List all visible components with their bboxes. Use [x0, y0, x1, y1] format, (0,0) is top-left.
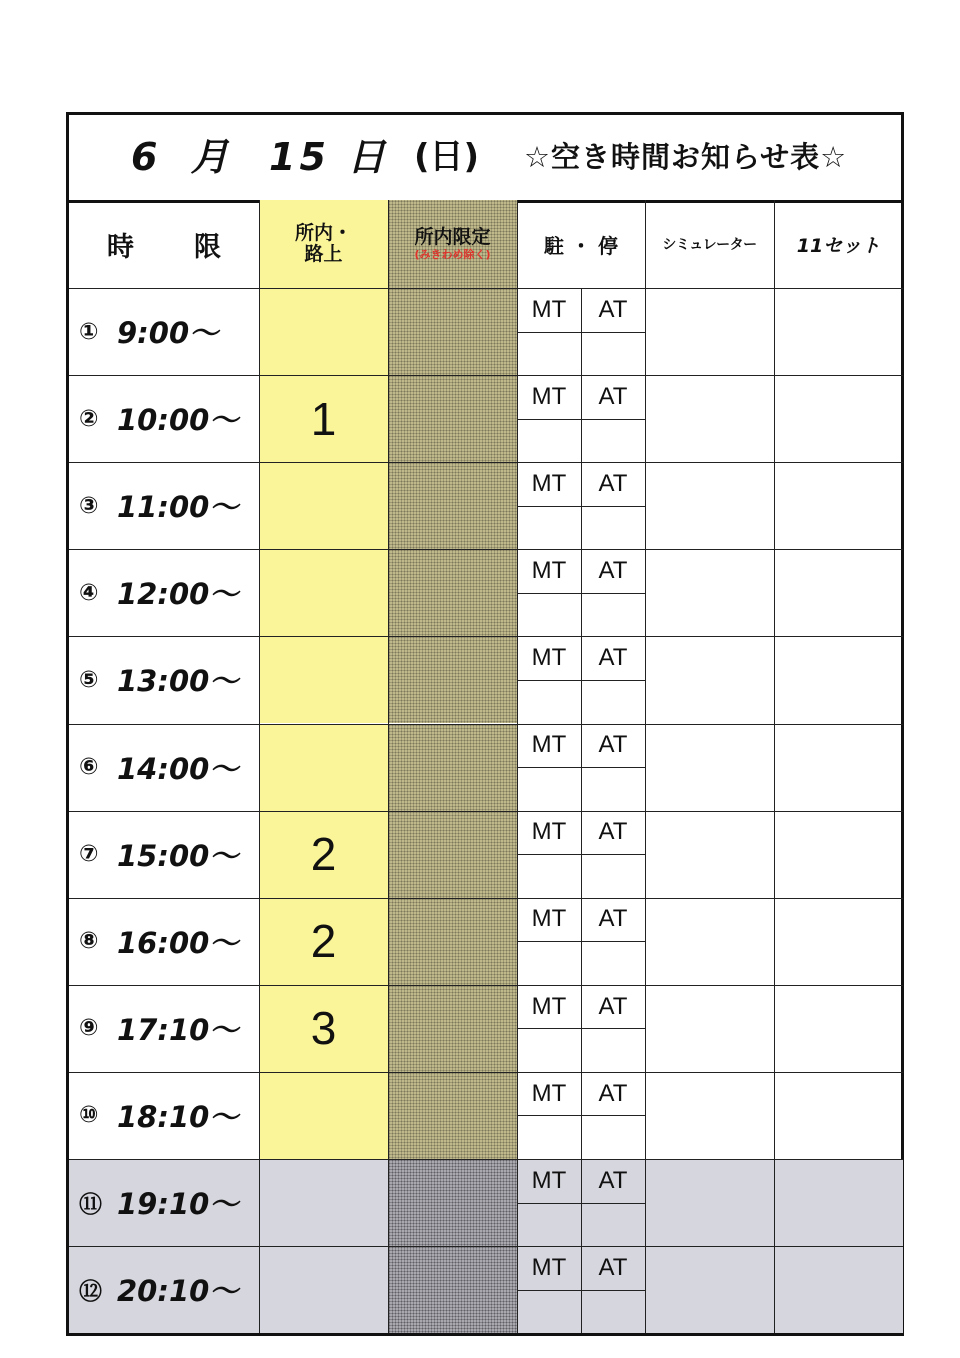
- onroad-availability: [259, 462, 388, 549]
- at-label: AT: [598, 295, 628, 323]
- header-period-gen: 限: [194, 231, 221, 263]
- mt-label: MT: [531, 992, 567, 1020]
- limited-availability: [388, 1072, 517, 1159]
- simulator-availability: [645, 898, 774, 985]
- period-time: 10:00〜: [117, 403, 239, 438]
- header-simulator: シミュレーター: [662, 237, 757, 253]
- row-divider: [69, 898, 903, 899]
- header-limited-label: 所内限定: [414, 226, 491, 248]
- mt-availability: [517, 1203, 581, 1247]
- column-divider: [774, 200, 775, 1333]
- mt-availability: [517, 332, 581, 376]
- period-label-cell: [69, 549, 259, 636]
- period-time: 20:10〜: [117, 1274, 239, 1309]
- at-availability: [581, 332, 645, 376]
- at-label: AT: [598, 731, 628, 759]
- at-availability: [581, 593, 645, 637]
- at-availability: [581, 1028, 645, 1072]
- period-label-cell: [69, 288, 259, 375]
- mt-availability: [517, 1290, 581, 1334]
- period-number: ⑦: [79, 841, 99, 868]
- row-divider: [69, 1072, 903, 1073]
- column-divider: [388, 200, 389, 1333]
- header-onroad-line1: 所内・: [294, 222, 352, 244]
- period-number: ③: [79, 492, 99, 519]
- mt-label: MT: [531, 295, 567, 323]
- simulator-availability: [645, 549, 774, 636]
- column-divider: [259, 200, 260, 1333]
- set11-availability: [774, 811, 903, 898]
- at-label: AT: [598, 557, 628, 585]
- row-divider: [69, 549, 903, 550]
- at-label: AT: [598, 382, 628, 410]
- at-availability: [581, 506, 645, 550]
- period-time: 18:10〜: [117, 1099, 239, 1134]
- row-divider: [69, 1246, 903, 1247]
- at-availability: [581, 1290, 645, 1334]
- mt-label: MT: [517, 1159, 581, 1203]
- at-label: AT: [598, 1079, 628, 1107]
- limited-availability: [388, 1246, 517, 1333]
- onroad-availability: [259, 636, 388, 723]
- period-number: ⑫: [79, 1279, 102, 1306]
- at-availability: [581, 767, 645, 811]
- mt-label: MT: [531, 1079, 567, 1107]
- at-availability: [581, 680, 645, 724]
- mt-label: MT: [531, 469, 567, 497]
- onroad-availability: 2: [259, 898, 388, 985]
- onroad-availability: 2: [259, 811, 388, 898]
- row-divider: [69, 1159, 903, 1160]
- limited-availability: [388, 898, 517, 985]
- at-label: AT: [598, 905, 628, 933]
- header-period: [69, 200, 259, 288]
- mt-availability: [517, 593, 581, 637]
- period-time: 17:10〜: [117, 1012, 239, 1047]
- mt-availability: [517, 1115, 581, 1159]
- header-11set: 11セット: [796, 234, 881, 257]
- header-limited: [388, 200, 517, 288]
- row-divider: [69, 811, 903, 812]
- row-divider: [69, 375, 903, 376]
- set11-availability: [774, 1246, 903, 1333]
- limited-availability: [388, 1159, 517, 1246]
- at-label: AT: [598, 644, 628, 672]
- at-availability: [581, 1115, 645, 1159]
- period-time: 19:10〜: [117, 1187, 239, 1222]
- at-label: AT: [598, 818, 628, 846]
- limited-availability: [388, 985, 517, 1072]
- mt-label: MT: [531, 644, 567, 672]
- period-time: 15:00〜: [117, 838, 239, 873]
- simulator-availability: [645, 462, 774, 549]
- at-availability: [581, 941, 645, 985]
- period-label-cell: [69, 724, 259, 811]
- row-divider: [69, 985, 903, 986]
- at-label: AT: [581, 1246, 645, 1290]
- onroad-availability: [259, 549, 388, 636]
- set11-availability: [774, 1159, 903, 1246]
- header-limited-note: (みきわめ除く): [414, 248, 491, 261]
- onroad-availability: [259, 724, 388, 811]
- header-onroad: [259, 200, 388, 288]
- simulator-availability: [645, 724, 774, 811]
- row-divider: [69, 724, 903, 725]
- period-time: 14:00〜: [117, 751, 239, 786]
- period-label-cell: [69, 636, 259, 723]
- simulator-availability: [645, 636, 774, 723]
- mt-label: MT: [531, 905, 567, 933]
- period-time: 9:00〜: [117, 316, 219, 351]
- period-label-cell: [69, 462, 259, 549]
- mt-availability: [517, 1028, 581, 1072]
- limited-availability: [388, 724, 517, 811]
- simulator-availability: [645, 1159, 774, 1246]
- header-parking: 駐 ・ 停: [544, 233, 618, 258]
- period-label-cell: [69, 985, 259, 1072]
- limited-availability: [388, 288, 517, 375]
- set11-availability: [774, 636, 903, 723]
- onroad-availability: 3: [259, 985, 388, 1072]
- column-divider: [581, 288, 582, 1333]
- set11-availability: [774, 375, 903, 462]
- at-availability: [581, 854, 645, 898]
- row-divider: [69, 462, 903, 463]
- period-number: ④: [79, 579, 99, 606]
- mt-label: MT: [517, 1246, 581, 1290]
- period-number: ⑨: [79, 1015, 99, 1042]
- mt-availability: [517, 506, 581, 550]
- header-period-ji: 時: [107, 231, 134, 263]
- period-number: ⑥: [79, 754, 99, 781]
- mt-label: MT: [531, 731, 567, 759]
- set11-availability: [774, 985, 903, 1072]
- column-divider: [645, 200, 646, 1333]
- mt-availability: [517, 419, 581, 463]
- limited-availability: [388, 811, 517, 898]
- set11-availability: [774, 1072, 903, 1159]
- simulator-availability: [645, 288, 774, 375]
- period-time: 11:00〜: [117, 490, 239, 525]
- onroad-availability: [259, 1072, 388, 1159]
- at-label: AT: [581, 1159, 645, 1203]
- period-label-cell: [69, 811, 259, 898]
- period-time: 16:00〜: [117, 925, 239, 960]
- period-label-cell: [69, 1072, 259, 1159]
- at-availability: [581, 1203, 645, 1247]
- simulator-availability: [645, 375, 774, 462]
- mt-label: MT: [531, 818, 567, 846]
- mt-availability: [517, 854, 581, 898]
- schedule-sheet: [66, 112, 904, 1336]
- set11-availability: [774, 462, 903, 549]
- row-divider: [69, 636, 903, 637]
- mt-availability: [517, 680, 581, 724]
- title-bar: [69, 115, 901, 203]
- simulator-availability: [645, 1246, 774, 1333]
- period-label-cell: [69, 1246, 259, 1333]
- title-day: 15 日: [269, 135, 390, 179]
- period-number: ②: [79, 405, 99, 432]
- availability-table: [69, 200, 901, 1333]
- period-time: 12:00〜: [117, 577, 239, 612]
- period-label-cell: [69, 1159, 259, 1246]
- period-time: 13:00〜: [117, 664, 239, 699]
- onroad-availability: [259, 288, 388, 375]
- onroad-availability: [259, 1246, 388, 1333]
- mt-availability: [517, 941, 581, 985]
- set11-availability: [774, 549, 903, 636]
- period-number: ⑤: [79, 666, 99, 693]
- period-number: ⑪: [79, 1192, 102, 1219]
- column-divider: [517, 200, 518, 1333]
- limited-availability: [388, 375, 517, 462]
- at-availability: [581, 419, 645, 463]
- title-month: 6 月: [131, 135, 239, 179]
- at-label: AT: [598, 992, 628, 1020]
- simulator-availability: [645, 811, 774, 898]
- onroad-availability: [259, 1159, 388, 1246]
- period-number: ⑩: [79, 1102, 99, 1129]
- set11-availability: [774, 288, 903, 375]
- limited-availability: [388, 549, 517, 636]
- limited-availability: [388, 636, 517, 723]
- row-divider: [69, 288, 903, 289]
- period-label-cell: [69, 898, 259, 985]
- simulator-availability: [645, 1072, 774, 1159]
- period-label-cell: [69, 375, 259, 462]
- title-notice: ☆空き時間お知らせ表☆: [524, 140, 848, 174]
- onroad-availability: 1: [259, 375, 388, 462]
- set11-availability: [774, 898, 903, 985]
- title-weekday: (日): [414, 137, 480, 177]
- set11-availability: [774, 724, 903, 811]
- at-label: AT: [598, 469, 628, 497]
- simulator-availability: [645, 985, 774, 1072]
- mt-label: MT: [531, 557, 567, 585]
- period-number: ⑧: [79, 928, 99, 955]
- limited-availability: [388, 462, 517, 549]
- mt-availability: [517, 767, 581, 811]
- mt-label: MT: [531, 382, 567, 410]
- header-onroad-line2: 路上: [304, 243, 343, 265]
- period-number: ①: [79, 318, 99, 345]
